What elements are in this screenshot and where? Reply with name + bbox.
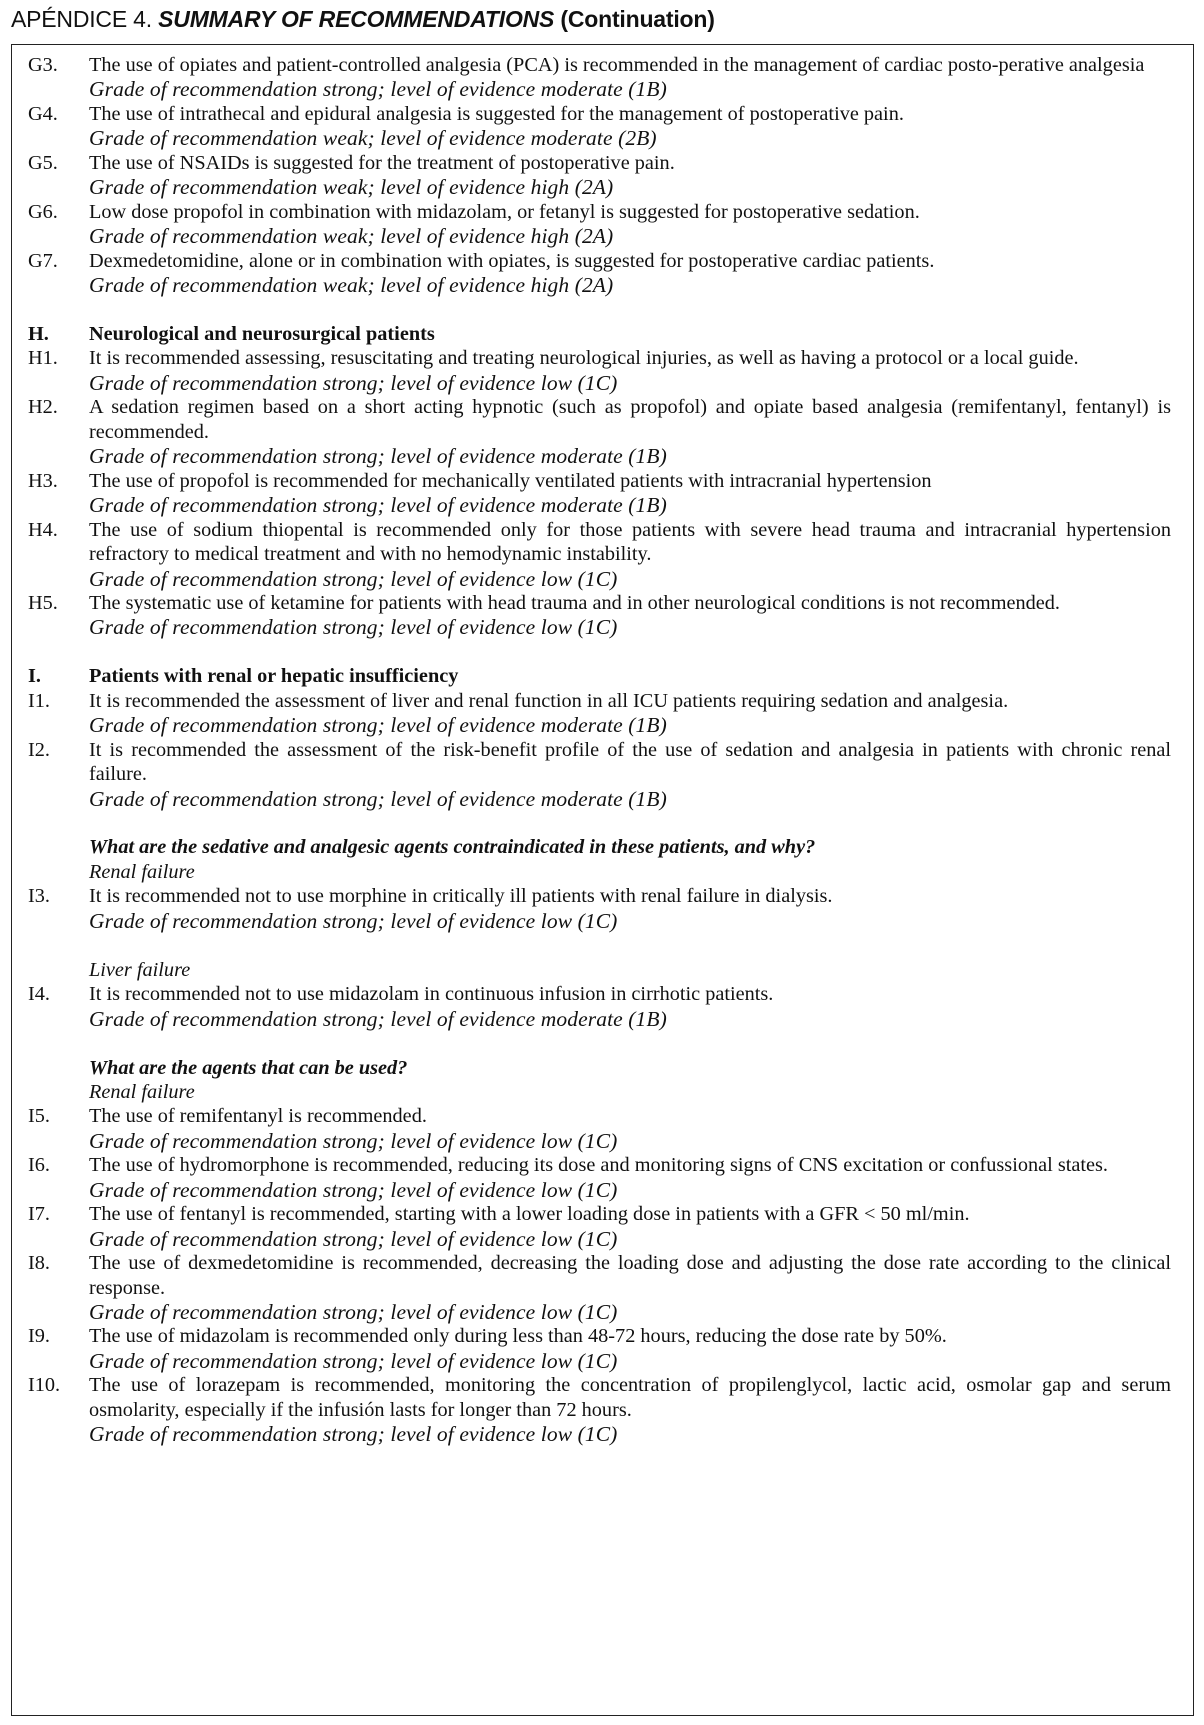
item-text: A sedation regimen based on a short acting hypnotic (such as propofol) and opiate based analgesia (remifentanyl, fentanyl) is recommended. xyxy=(89,396,1171,443)
recommendation-i10 xyxy=(28,1373,1171,1446)
item-grade: Grade of recommendation strong; level of evidence low (1C) xyxy=(89,1348,618,1373)
item-text: The use of fentanyl is recommended, starting with a lower loading dose in patients with a GFR < 50 ml/min. xyxy=(89,1203,970,1226)
item-grade: Grade of recommendation strong; level of evidence low (1C) xyxy=(89,615,618,640)
title-suffix: (Continuation) xyxy=(554,6,715,32)
item-text: It is recommended not to use midazolam in continuous infusion in cirrhotic patients. xyxy=(89,983,774,1006)
item-grade: Grade of recommendation weak; level of evidence high (2A) xyxy=(89,224,614,249)
item-label: I1. xyxy=(28,689,50,712)
item-label: I6. xyxy=(28,1154,50,1177)
item-label: I4. xyxy=(28,983,50,1006)
item-label: I2. xyxy=(28,738,50,761)
recommendation-i4 xyxy=(28,982,1171,1031)
item-label: G4. xyxy=(28,102,58,125)
question-usable-agents xyxy=(28,1056,1171,1105)
question-contraindicated xyxy=(28,835,1171,884)
item-text: Low dose propofol in combination with midazolam, or fetanyl is suggested for postoperative sedation. xyxy=(89,200,920,223)
item-text: It is recommended assessing, resuscitating and treating neurological injuries, as well as having a protocol or a local guide. xyxy=(89,347,1079,370)
item-label: I8. xyxy=(28,1252,50,1275)
item-text: The use of hydromorphone is recommended, reducing its dose and monitoring signs of CNS excitation or confussional states. xyxy=(89,1154,1108,1177)
item-text: The use of opiates and patient-controlled analgesia (PCA) is recommended in the management of cardiac posto-perative analgesia xyxy=(89,54,1145,76)
item-grade: Grade of recommendation strong; level of evidence moderate (1B) xyxy=(89,786,667,811)
recommendation-g3 xyxy=(28,53,1171,102)
item-grade: Grade of recommendation strong; level of evidence low (1C) xyxy=(89,908,618,933)
section-title: Patients with renal or hepatic insufficiency xyxy=(89,665,459,688)
recommendation-i1 xyxy=(28,689,1171,738)
item-label: G6. xyxy=(28,200,58,223)
item-text: The use of intrathecal and epidural analgesia is suggested for the management of postoperative pain. xyxy=(89,102,904,125)
item-label: H3. xyxy=(28,469,58,492)
recommendation-g6 xyxy=(28,200,1171,249)
recommendation-h2 xyxy=(28,395,1171,468)
item-grade: Grade of recommendation weak; level of evidence high (2A) xyxy=(89,175,614,200)
recommendations-content xyxy=(28,53,1171,1447)
spacer xyxy=(28,811,1171,835)
question-text: What are the agents that can be used? xyxy=(89,1056,408,1079)
recommendation-i2 xyxy=(28,738,1171,811)
item-label: G7. xyxy=(28,249,58,272)
title-prefix: APÉNDICE 4. xyxy=(11,6,159,32)
recommendation-i5 xyxy=(28,1104,1171,1153)
item-grade: Grade of recommendation weak; level of evidence high (2A) xyxy=(89,273,614,298)
item-label: G3. xyxy=(28,54,58,76)
section-title: Neurological and neurosurgical patients xyxy=(89,322,435,345)
item-text: It is recommended the assessment of liver and renal function in all ICU patients requiring sedation and analgesia. xyxy=(89,689,1009,712)
page-title xyxy=(11,6,715,33)
subheading-liver-failure: Liver failure xyxy=(89,958,191,981)
question-text: What are the sedative and analgesic agents contraindicated in these patients, and why? xyxy=(89,836,816,859)
recommendation-h4 xyxy=(28,518,1171,591)
item-label: H5. xyxy=(28,591,58,614)
section-label: H. xyxy=(28,322,49,345)
item-grade: Grade of recommendation weak; level of evidence moderate (2B) xyxy=(89,126,657,151)
subheading-liver-failure-row xyxy=(28,958,1171,982)
item-text: The use of midazolam is recommended only during less than 48-72 hours, reducing the dose rate by 50%. xyxy=(89,1325,947,1348)
recommendation-g5 xyxy=(28,151,1171,200)
item-label: H4. xyxy=(28,518,58,541)
subheading-renal-failure: Renal failure xyxy=(89,1080,195,1103)
section-label: I. xyxy=(28,665,41,688)
item-text: Dexmedetomidine, alone or in combination with opiates, is suggested for postoperative cardiac patients. xyxy=(89,249,935,272)
item-label: H1. xyxy=(28,347,58,370)
item-text: The use of sodium thiopental is recommended only for those patients with severe head trauma and intracranial hypertension refractory to medical treatment and with no hemodynamic instability. xyxy=(89,518,1171,566)
item-grade: Grade of recommendation strong; level of evidence low (1C) xyxy=(89,1128,618,1153)
spacer xyxy=(28,640,1171,664)
item-grade: Grade of recommendation strong; level of evidence low (1C) xyxy=(89,1226,618,1251)
spacer xyxy=(28,298,1171,322)
item-text: The use of remifentanyl is recommended. xyxy=(89,1105,427,1128)
item-text: It is recommended the assessment of the risk-benefit profile of the use of sedation and analgesia in patients with chronic renal failure. xyxy=(89,738,1171,786)
item-grade: Grade of recommendation strong; level of evidence low (1C) xyxy=(89,1300,618,1325)
item-grade: Grade of recommendation strong; level of evidence low (1C) xyxy=(89,370,618,395)
item-text: It is recommended not to use morphine in critically ill patients with renal failure in dialysis. xyxy=(89,885,833,908)
item-label: I7. xyxy=(28,1203,50,1226)
recommendation-h5 xyxy=(28,591,1171,640)
item-grade: Grade of recommendation strong; level of evidence low (1C) xyxy=(89,1177,618,1202)
item-grade: Grade of recommendation strong; level of evidence moderate (1B) xyxy=(89,444,667,469)
section-heading-h xyxy=(28,322,1171,346)
recommendation-h1 xyxy=(28,346,1171,395)
recommendation-i7 xyxy=(28,1202,1171,1251)
recommendation-i6 xyxy=(28,1153,1171,1202)
item-label: H2. xyxy=(28,396,58,419)
item-text: The use of lorazepam is recommended, monitoring the concentration of propilenglycol, lactic acid, osmolar gap and serum osmolarity, especially if the infusión lasts for longer than 72 hours. xyxy=(89,1374,1171,1421)
item-grade: Grade of recommendation strong; level of evidence moderate (1B) xyxy=(89,77,667,102)
recommendation-h3 xyxy=(28,469,1171,518)
item-text: The use of NSAIDs is suggested for the treatment of postoperative pain. xyxy=(89,151,675,174)
item-text: The use of propofol is recommended for mechanically ventilated patients with intracranial hypertension xyxy=(89,469,932,492)
item-label: I3. xyxy=(28,885,50,908)
item-label: I9. xyxy=(28,1325,50,1348)
recommendation-i3 xyxy=(28,884,1171,933)
recommendation-g7 xyxy=(28,249,1171,298)
recommendation-i9 xyxy=(28,1324,1171,1373)
item-grade: Grade of recommendation strong; level of evidence moderate (1B) xyxy=(89,713,667,738)
spacer xyxy=(28,1031,1171,1055)
subheading-renal-failure: Renal failure xyxy=(89,860,195,883)
item-label: G5. xyxy=(28,151,58,174)
item-label: I10. xyxy=(28,1374,61,1397)
item-grade: Grade of recommendation strong; level of evidence moderate (1B) xyxy=(89,1006,667,1031)
spacer xyxy=(28,933,1171,957)
title-main: SUMMARY OF RECOMMENDATIONS xyxy=(158,6,555,32)
section-heading-i xyxy=(28,664,1171,688)
recommendation-g4 xyxy=(28,102,1171,151)
item-text: The systematic use of ketamine for patients with head trauma and in other neurological conditions is not recommended. xyxy=(89,591,1060,614)
item-text: The use of dexmedetomidine is recommended, decreasing the loading dose and adjusting the dose rate according to the clinical response. xyxy=(89,1252,1171,1299)
item-grade: Grade of recommendation strong; level of evidence low (1C) xyxy=(89,1422,618,1447)
item-grade: Grade of recommendation strong; level of evidence low (1C) xyxy=(89,566,618,591)
recommendations-box xyxy=(11,44,1194,1716)
item-label: I5. xyxy=(28,1105,50,1128)
recommendation-i8 xyxy=(28,1251,1171,1324)
item-grade: Grade of recommendation strong; level of evidence moderate (1B) xyxy=(89,493,667,518)
